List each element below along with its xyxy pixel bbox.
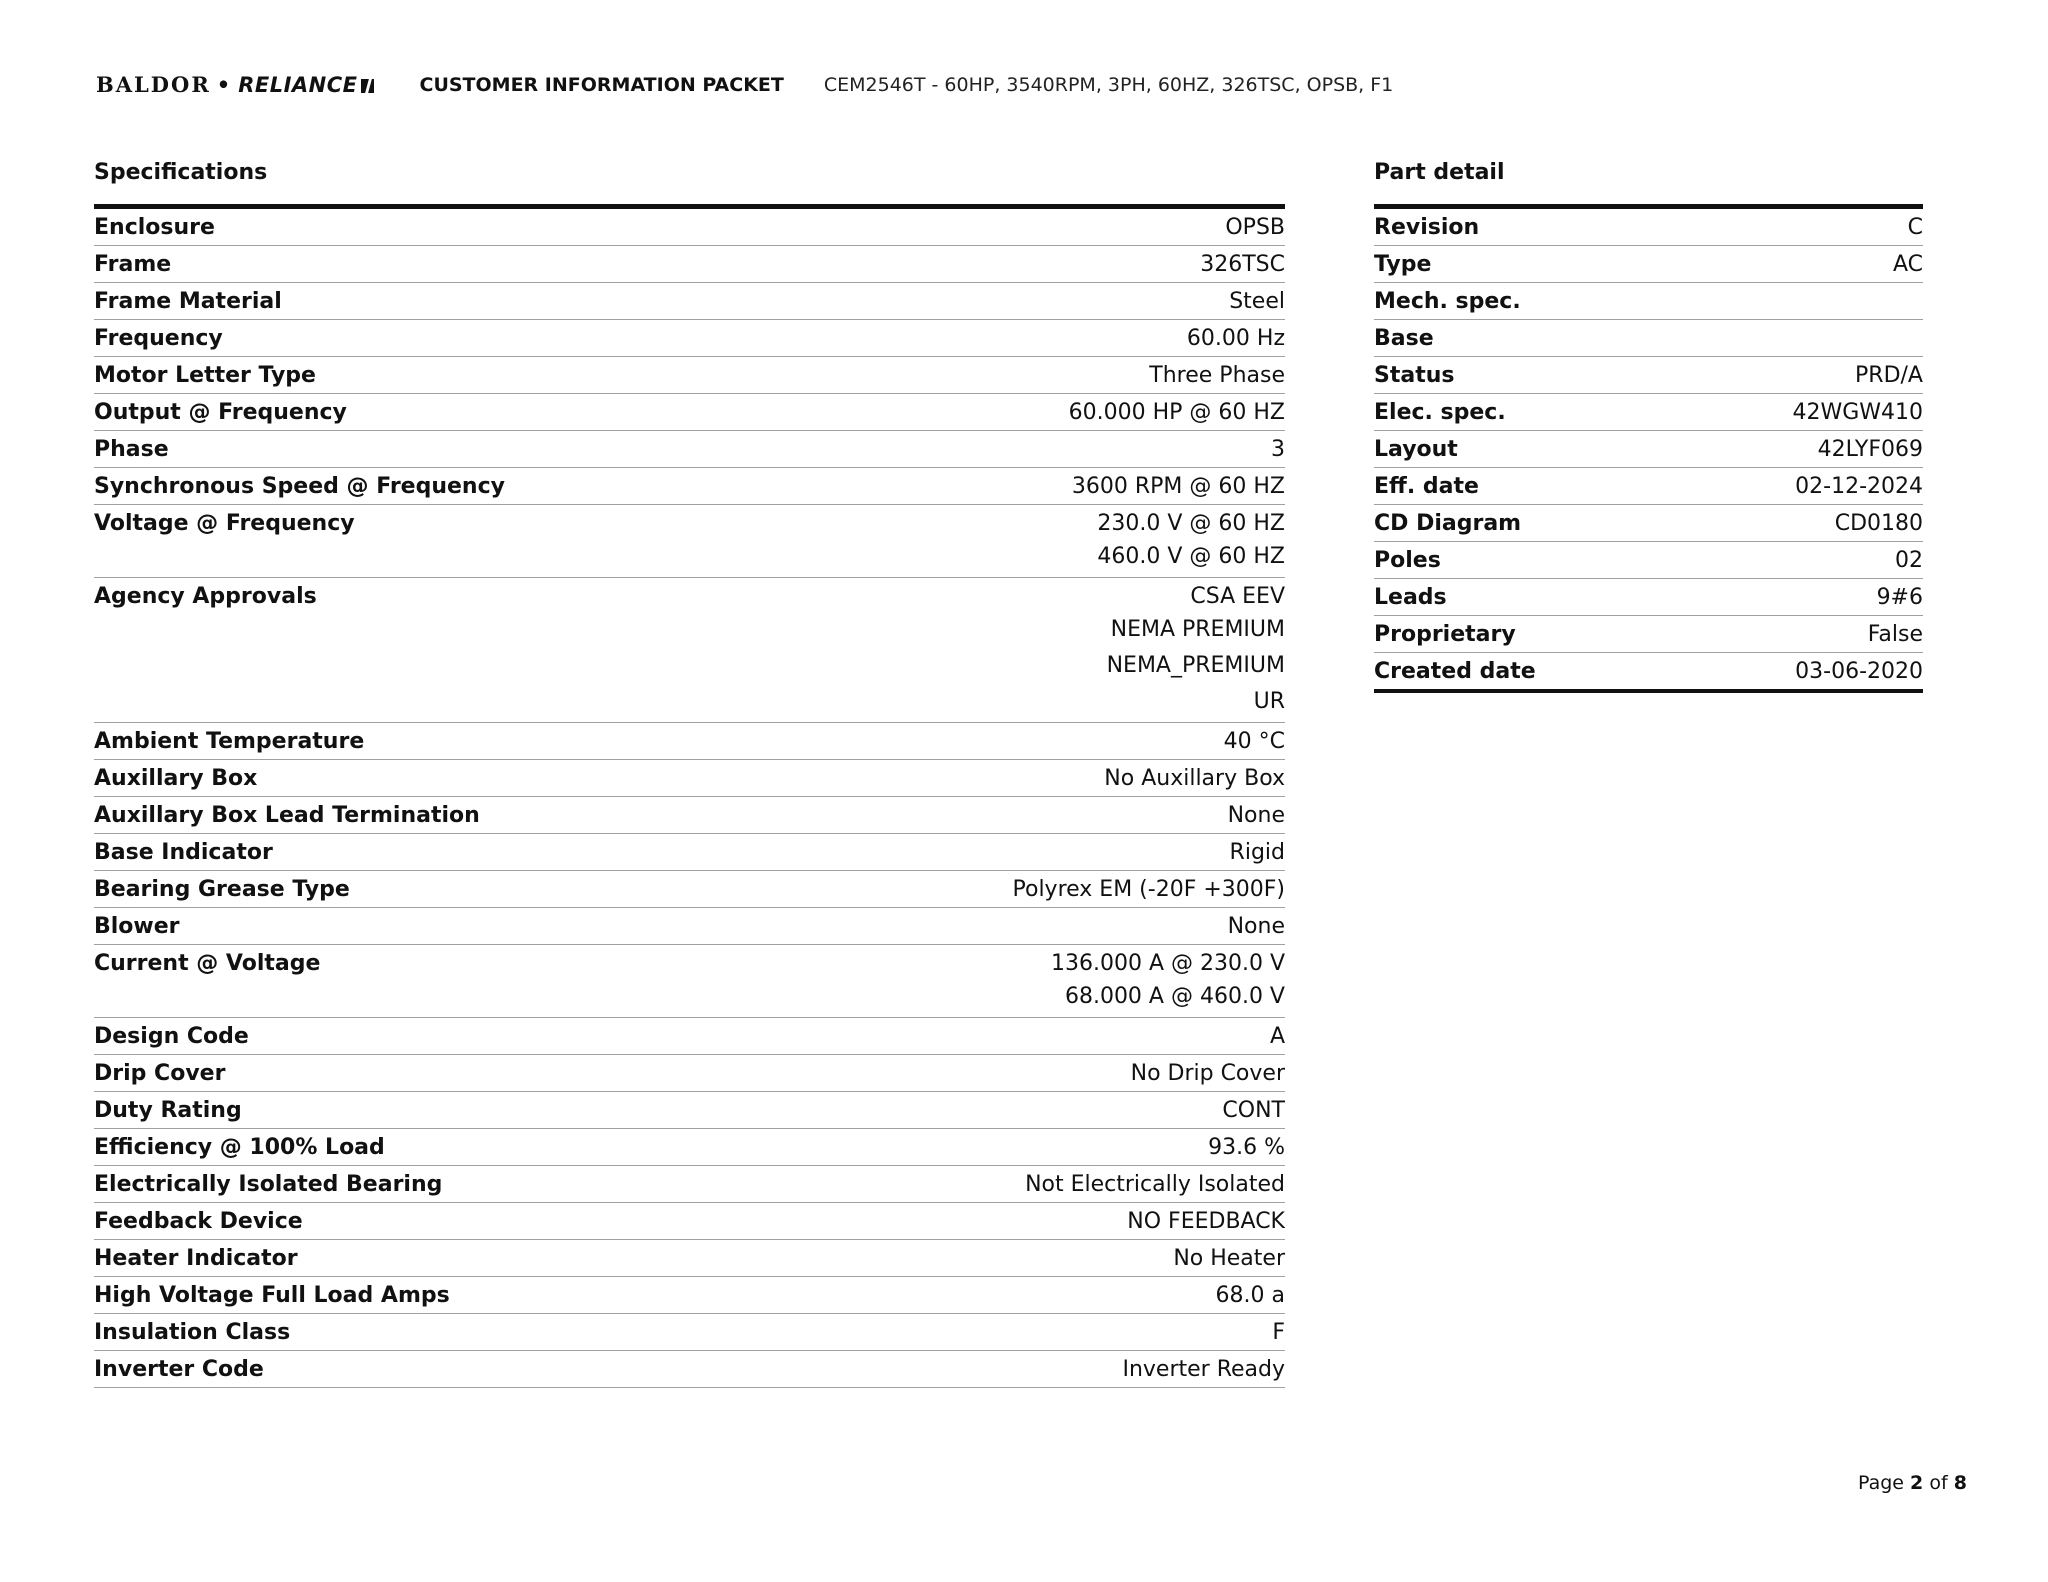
- row-values: [1877, 583, 1923, 613]
- row-label: Ambient Temperature: [94, 729, 365, 754]
- row-label: Mech. spec.: [1374, 289, 1521, 314]
- row-values: [1072, 472, 1285, 502]
- row-label: Design Code: [94, 1024, 249, 1049]
- row-value: CSA EEV: [1190, 584, 1285, 609]
- table-row: [94, 1166, 1285, 1203]
- table-row: [94, 723, 1285, 760]
- row-values: [1173, 1244, 1285, 1274]
- specifications-table: [94, 204, 1285, 1388]
- table-row: [94, 797, 1285, 834]
- row-values: [1208, 1133, 1285, 1163]
- row-value: A: [1269, 1024, 1285, 1049]
- row-values: [1104, 764, 1285, 794]
- row-value: CD0180: [1834, 511, 1923, 536]
- table-row: [1374, 209, 1923, 246]
- row-value: 60.000 HP @ 60 HZ: [1068, 400, 1285, 425]
- row-values: [1122, 1355, 1285, 1385]
- row-label: Drip Cover: [94, 1061, 226, 1086]
- row-value: False: [1867, 622, 1923, 647]
- row-value: AC: [1892, 252, 1923, 277]
- row-value: Not Electrically Isolated: [1025, 1172, 1285, 1197]
- row-value: 02: [1895, 548, 1923, 573]
- row-label: Poles: [1374, 548, 1441, 573]
- row-label: Base Indicator: [94, 840, 273, 865]
- row-label: Agency Approvals: [94, 584, 317, 609]
- row-label: Bearing Grease Type: [94, 877, 350, 902]
- row-value: Steel: [1229, 289, 1285, 314]
- row-value: 9#6: [1876, 585, 1923, 610]
- row-label: Leads: [1374, 585, 1447, 610]
- page-number: [1858, 1472, 1967, 1494]
- table-row: [94, 505, 1285, 578]
- table-row: [1374, 542, 1923, 579]
- table-row: [1374, 357, 1923, 394]
- table-row: [94, 834, 1285, 871]
- row-label: Duty Rating: [94, 1098, 242, 1123]
- row-value: None: [1227, 914, 1285, 939]
- row-values: [1795, 657, 1923, 687]
- row-label: Heater Indicator: [94, 1246, 298, 1271]
- row-label: Auxillary Box: [94, 766, 258, 791]
- table-row: [94, 1055, 1285, 1092]
- row-values: [1149, 361, 1285, 391]
- row-values: [1013, 875, 1286, 905]
- row-value: 03-06-2020: [1795, 659, 1923, 684]
- row-values: [1131, 1059, 1285, 1089]
- page-header: [96, 72, 1393, 97]
- table-row: [94, 394, 1285, 431]
- table-row: [1374, 246, 1923, 283]
- row-label: Current @ Voltage: [94, 951, 321, 976]
- row-value: 42LYF069: [1817, 437, 1923, 462]
- row-value: 60.00 Hz: [1186, 326, 1285, 351]
- table-row: [94, 945, 1285, 1018]
- row-values: [1200, 250, 1285, 280]
- row-values: [1893, 250, 1923, 280]
- row-values: [1908, 213, 1923, 243]
- row-values: [1818, 435, 1923, 465]
- page-current: 2: [1910, 1472, 1924, 1494]
- row-values: [1229, 287, 1285, 317]
- row-value: NEMA_PREMIUM: [1106, 653, 1285, 678]
- row-values: [1051, 949, 1285, 1015]
- row-value: NEMA PREMIUM: [1110, 617, 1285, 642]
- page-total: 8: [1953, 1472, 1967, 1494]
- row-values: [1228, 801, 1285, 831]
- row-value: No Heater: [1173, 1246, 1285, 1271]
- row-value: 40 °C: [1223, 729, 1285, 754]
- table-row: [1374, 468, 1923, 505]
- row-values: [1228, 912, 1285, 942]
- row-label: Frame Material: [94, 289, 282, 314]
- row-value: 3: [1271, 437, 1285, 462]
- row-values: [1230, 838, 1285, 868]
- row-label: Inverter Code: [94, 1357, 264, 1382]
- row-values: [1025, 1170, 1285, 1200]
- row-values: [1069, 398, 1285, 428]
- row-label: Layout: [1374, 437, 1458, 462]
- brand-reliance: RELIANCE: [238, 73, 358, 97]
- row-label: Efficiency @ 100% Load: [94, 1135, 385, 1160]
- row-value: Polyrex EM (-20F +300F): [1012, 877, 1285, 902]
- brand-mark-icon: [361, 79, 374, 93]
- row-label: Motor Letter Type: [94, 363, 316, 388]
- row-label: Auxillary Box Lead Termination: [94, 803, 480, 828]
- table-row: [94, 320, 1285, 357]
- row-label: Type: [1374, 252, 1432, 277]
- row-values: [1792, 398, 1923, 428]
- table-row: [94, 357, 1285, 394]
- row-values: [1855, 361, 1923, 391]
- row-label: Blower: [94, 914, 180, 939]
- row-value: OPSB: [1225, 215, 1285, 240]
- document-subtitle: CEM2546T - 60HP, 3540RPM, 3PH, 60HZ, 326TSC, OPSB, F1: [823, 73, 1394, 96]
- brand-dot: •: [216, 72, 233, 97]
- row-label: Synchronous Speed @ Frequency: [94, 474, 505, 499]
- row-value: 3600 RPM @ 60 HZ: [1071, 474, 1285, 499]
- row-values: [1225, 213, 1285, 243]
- row-values: [1127, 1207, 1285, 1237]
- page-of: of: [1929, 1472, 1948, 1494]
- table-row: [94, 468, 1285, 505]
- table-row: [94, 209, 1285, 246]
- row-value: 42WGW410: [1792, 400, 1923, 425]
- brand-logo: [96, 72, 374, 97]
- row-label: Created date: [1374, 659, 1536, 684]
- row-values: [1216, 1281, 1285, 1311]
- brand-baldor: BALDOR: [96, 72, 211, 97]
- row-value: F: [1272, 1320, 1285, 1345]
- row-label: Frame: [94, 252, 172, 277]
- row-value: CONT: [1222, 1098, 1285, 1123]
- row-values: [1097, 509, 1285, 575]
- row-label: Eff. date: [1374, 474, 1479, 499]
- row-values: [1107, 582, 1285, 720]
- row-label: Revision: [1374, 215, 1480, 240]
- table-row: [94, 1314, 1285, 1351]
- row-value: 93.6 %: [1208, 1135, 1285, 1160]
- part-detail-title: Part detail: [1374, 160, 1505, 185]
- row-value: 02-12-2024: [1795, 474, 1923, 499]
- row-values: [1270, 1022, 1285, 1052]
- row-value: UR: [1253, 689, 1285, 714]
- row-label: CD Diagram: [1374, 511, 1522, 536]
- row-label: Voltage @ Frequency: [94, 511, 355, 536]
- table-row: [1374, 505, 1923, 542]
- row-values: [1271, 435, 1285, 465]
- page-label: Page: [1858, 1472, 1904, 1494]
- table-row: [94, 578, 1285, 723]
- table-row: [1374, 431, 1923, 468]
- table-row: [94, 1277, 1285, 1314]
- table-row: [94, 431, 1285, 468]
- row-values: [1835, 509, 1923, 539]
- row-value: None: [1227, 803, 1285, 828]
- row-value: 68.0 a: [1215, 1283, 1285, 1308]
- specifications-section: [94, 156, 1285, 1388]
- row-label: Enclosure: [94, 215, 215, 240]
- table-row: [94, 908, 1285, 945]
- row-value: Three Phase: [1149, 363, 1285, 388]
- row-value: No Drip Cover: [1130, 1061, 1285, 1086]
- row-value: 230.0 V @ 60 HZ: [1097, 511, 1285, 536]
- row-values: [1895, 546, 1923, 576]
- row-label: Base: [1374, 326, 1434, 351]
- table-row: [1374, 579, 1923, 616]
- row-label: High Voltage Full Load Amps: [94, 1283, 450, 1308]
- row-value: No Auxillary Box: [1104, 766, 1285, 791]
- row-label: Proprietary: [1374, 622, 1516, 647]
- row-label: Feedback Device: [94, 1209, 303, 1234]
- row-label: Electrically Isolated Bearing: [94, 1172, 443, 1197]
- table-row: [94, 1018, 1285, 1055]
- part-detail-section: [1374, 156, 1923, 693]
- table-row: [94, 871, 1285, 908]
- part-detail-table: [1374, 204, 1923, 693]
- row-label: Elec. spec.: [1374, 400, 1506, 425]
- row-value: 136.000 A @ 230.0 V: [1050, 951, 1285, 976]
- row-value: 460.0 V @ 60 HZ: [1097, 544, 1285, 569]
- table-row: [94, 760, 1285, 797]
- table-row: [1374, 283, 1923, 320]
- table-row: [94, 1129, 1285, 1166]
- row-values: [1272, 1318, 1285, 1348]
- table-row: [94, 283, 1285, 320]
- row-values: [1795, 472, 1923, 502]
- row-label: Status: [1374, 363, 1455, 388]
- row-value: PRD/A: [1855, 363, 1923, 388]
- specifications-title: Specifications: [94, 160, 268, 185]
- table-row: [94, 1351, 1285, 1388]
- table-row: [94, 246, 1285, 283]
- row-label: Frequency: [94, 326, 223, 351]
- table-row: [1374, 653, 1923, 693]
- row-value: NO FEEDBACK: [1127, 1209, 1285, 1234]
- row-label: Insulation Class: [94, 1320, 291, 1345]
- row-value: C: [1907, 215, 1923, 240]
- row-label: Output @ Frequency: [94, 400, 347, 425]
- table-row: [94, 1240, 1285, 1277]
- table-row: [1374, 394, 1923, 431]
- row-values: [1868, 620, 1923, 650]
- table-row: [94, 1203, 1285, 1240]
- row-value: 68.000 A @ 460.0 V: [1064, 984, 1285, 1009]
- row-value: 326TSC: [1200, 252, 1285, 277]
- row-values: [1224, 727, 1285, 757]
- row-value: Inverter Ready: [1122, 1357, 1285, 1382]
- table-row: [1374, 616, 1923, 653]
- row-label: Phase: [94, 437, 169, 462]
- row-value: Rigid: [1229, 840, 1285, 865]
- table-row: [1374, 320, 1923, 357]
- row-values: [1222, 1096, 1285, 1126]
- table-row: [94, 1092, 1285, 1129]
- document-title: CUSTOMER INFORMATION PACKET: [419, 73, 784, 96]
- row-values: [1187, 324, 1285, 354]
